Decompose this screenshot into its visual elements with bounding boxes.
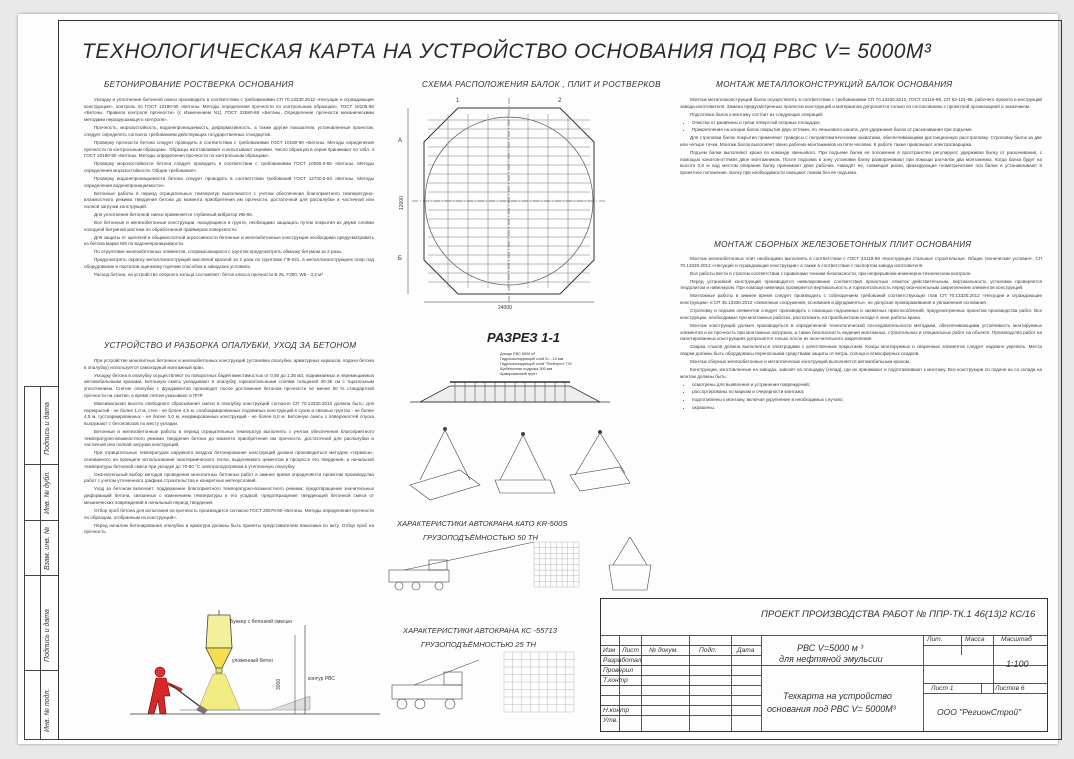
paragraph: Проверку прочности бетона следует проводить в соответствии с требованиями ГОСТ 10180-90 «Бетоны. Методы определения прочности по контрольным образцам». Образцы изготавливают и испытывают сериями. Число образцов в серии принимают по табл. 4 ГОСТ 10180-90 «Бетоны. Методы определения прочности по контрольным образцам».	[84, 139, 374, 159]
col-list: Лист	[622, 647, 639, 654]
label-tank: контур РВС	[308, 676, 335, 682]
label-laid: уложенный бетон	[232, 658, 273, 664]
panel-lift-drawing	[605, 535, 655, 595]
paragraph: Укладку бетона в опалубку осуществляют по поворотных бадей вместимостью от 0,50 до 1,35 м3, поднимаемых и перемещаемых автомобильными кранами. Бетонную смесь укладывают в опалубку горизонтальными слоями толщиной 30-35 см с тщательным уплотнением. Снятие опалубки с фундаментов производят после достижения бетоном прочности не менее 50 % стандартной прочности на сжатие, а время снятия указывают в ППР.	[84, 372, 374, 398]
concrete-flow-icon	[180, 674, 310, 710]
strip-label: Инв. № подл.	[44, 688, 51, 732]
plan-dim-width: 24000	[498, 305, 512, 311]
paragraph: Прочность, морозостойкость, водонепроницаемость, деформативность, а также другие показатели, установленные проектом, следует определять согласно требованиям действующих государственных стандартов.	[84, 125, 374, 137]
crane1-drawing	[384, 540, 584, 600]
axis-2: 2	[558, 98, 562, 104]
mass-label: Масса	[965, 636, 985, 643]
title-block	[600, 598, 1048, 732]
paragraph: Все бетонные и железобетонные конструкции, находящиеся в грунте, необходимо защищать путем покрытия их двумя слоями холодной битумной мастики по обработанной праймером поверхности.	[84, 220, 374, 232]
row-approved: Утв.	[603, 717, 618, 724]
list-item: • Очистки от ржавчины и грязи отверстий опорных площадок;	[692, 120, 1042, 127]
crane1-capacity: ГРУЗОПОДЪЁМНОСТЬЮ 50 ТН	[423, 533, 538, 542]
list-item: • осмотрены для выявления и устранения повреждений;	[692, 382, 1042, 389]
doc-line2: основания под РВС V= 5000М³	[767, 704, 896, 714]
section-note: Днище РВС 5000 м³	[500, 352, 536, 356]
paragraph: Для защиты от щелочей и общекислотной агрессивности бетонные и железобетонные конструкции необходимо предусматривать из бетона марки W6 по водонепроницаемости.	[84, 234, 374, 247]
paragraph: Расход бетона, на устройство опорного кольца составляет: бетон класса прочности В 25, F200, W6 - 3,2 м³	[94, 272, 323, 278]
section-note: Щебеночная подушка 300 мм	[500, 367, 553, 371]
row-checked: Проверил	[603, 667, 634, 674]
paragraph: Максимальная высота свободного сбрасывания смеси в опалубку конструкций согласно СП 70.13330.2012 должна быть: для перекрытий - не более 1,0 м, стен - не более 4,5 м, слабоармированных подземных конструкций в сухих и связных грунтах - не более 4,5 м, густоармированных - не более 3,0 м, неармированных конструкций - не более 6,0 м. Бетонную смесь с поверхностей спуска выгружают с бетоновозов по месту укладки.	[84, 400, 374, 426]
paragraph: Отбор проб бетона для испытания на прочность производится согласно ГОСТ 28570-90 «Бетоны. Методы определения прочности по образцам, отобранным из конструкций».	[84, 507, 374, 520]
paragraph: Перед установкой конструкций производится нивелирование соответствия проектных отметок действительным, вертикальность установки проверяется теодолитом и нивелиром. При помощи нивелира проверяется вертикальность и горизонтальность перед окончательным закреплением элементов конструкций.	[680, 278, 1042, 291]
paragraph: Строповку и подъем элементов следует производить с помощью подъемных и захватных приспособлений, предусмотренных проектом производства работ. Все конструкции, необходимые при монтажных работах, расположить на приобъектном складе в зоне работы крана.	[680, 308, 1042, 320]
paragraph: При устройстве монолитных бетонных и железобетонных конструкций (установка опалубки, арматурных каркасов, подача бетона в опалубку) используется самоходный монтажный кран.	[84, 358, 374, 370]
axis-1: 1	[456, 98, 460, 104]
section-note: Гидроизолирующий слой δ=...10 мм	[500, 357, 564, 361]
worker-icon	[148, 667, 208, 714]
paragraph: По отрунтовке железобетонных элементов, соприкасающихся с грунтом предусмотреть обмазку битумом за 2 раза.	[94, 249, 342, 255]
list-item: • Прикрепления на конции балок покрытия двух оттяжек, по ленькового каната, для удержания балок от раскачивания при подъеме.	[692, 127, 1042, 134]
paragraph: Бетонные и железобетонные работы в период отрицательных температур выполнять с учетом обеспечения благоприятного температурно-влажностного режима твердения бетона до момента приобретения им прочности, достаточной для распалубки и частичной или полной загрузки конструкций.	[84, 428, 374, 448]
section-note: Гидроизолирующий слой "Пенетрон" ПЭ	[500, 362, 572, 366]
scale-label: Масштаб	[1001, 636, 1032, 643]
sheets-total: Листов 6	[995, 685, 1025, 692]
object-line2: для нефтяной эмульсии	[779, 654, 883, 664]
paragraph: Монтаж сборных железобетонных и металлических конструкций выполняется автомобильным краном.	[690, 358, 911, 364]
plan-dim-height: 12000	[399, 196, 405, 210]
paragraph: Сварка стыков должна выполняться электродами с качественным покрытием. Концы монтируемых и сваренные элементов следует надежно укрепить. Места сварки должны быть оборудованы переносными средствами защиты от ветра, солнца и атмосферных осадков.	[680, 344, 1042, 356]
bucket-icon	[206, 610, 232, 673]
row-developer: Разработал	[603, 657, 642, 664]
lifting-schemes	[405, 425, 635, 510]
concreting-text	[84, 97, 374, 341]
strip-label: Взам. инв. №	[44, 526, 51, 570]
paragraph: Уход за бетоном включает: поддержание благоприятного температурно-влажностного режима; предотвращение значительных деформаций бетона, связанных с изменением температуры и его усадкой; предотвращение твердеющей бетонной смеси от механических повреждений в начальный период твердения.	[84, 486, 374, 505]
object-line1: РВС V=5000 м ³	[797, 643, 864, 653]
list-item: • рассортированы по маркам и очередности монтажа;	[692, 389, 1042, 396]
margin-strip-outer	[24, 386, 40, 740]
formwork-text	[84, 358, 374, 608]
paragraph: Монтаж конструкций должен производиться в определенной технологической последовательности методами, обеспечивающими устойчивость монтируемых элементов и их прочность при монтажных нагрузках, а также безопасность ведения монтажных, строительных и специальных работ на объекте. Производство работ на смонтированных конструкциях допускается только после их окончательного закрепления.	[680, 322, 1042, 342]
crane1-title: ХАРАКТЕРИСТИКИ АВТОКРАНА КАТО KR-500S	[397, 519, 568, 528]
steel-text	[680, 97, 1042, 229]
paragraph: Монтажные работы в зимнее время следует производить с соблюдением требований соответствующих глав СП 70.13330.2012 «Несущие и ограждающие конструкции» и СП 45.13330.2012 «Земляные сооружения, основания и фундаменты», не допуская промораживания и увлажнения основания.	[680, 293, 1042, 306]
strip-label: Подпись и дата	[44, 402, 51, 455]
paragraph: Для уплотнения бетонной смеси применяется глубинный вибратор ИВ-66.	[94, 212, 254, 218]
col-date: Дата	[737, 647, 755, 654]
section-heading-scheme: СХЕМА РАСПОЛОЖЕНИЯ БАЛОК , ПЛИТ И РОСТВЕРКОВ	[422, 80, 661, 89]
doc-line1: Техкарта на устройство	[783, 691, 892, 701]
concreting-illustration	[120, 610, 390, 730]
paragraph: При отрицательных температурах наружного воздуха бетонирование конструкций должно производиться методом «термоса», основанного на принципе использования экзотермического тепла, выделяемого цементом в процессе его твердения, и начальной температуры бетонной смеси при укладке до 70-80 °С электроподогревом в утепленную опалубку.	[84, 450, 374, 469]
paragraph: Подготовка балок к монтажу состоит из следующих операций:	[690, 111, 824, 117]
strip-label: Подпись и дата	[44, 609, 51, 662]
row-tcontrol: Т.контр	[603, 677, 628, 684]
section-note: Армированный грунт	[500, 372, 537, 376]
crane2-drawing	[384, 650, 594, 725]
foundation-plan-diagram	[398, 90, 620, 310]
row-ncontrol: Н.контр	[603, 707, 630, 714]
section-heading-concreting: БЕТОНИРОВАНИЕ РОСТВЕРКА ОСНОВАНИЯ	[104, 80, 294, 89]
paragraph: Конструкции, изготовленные на заводах, завозят на площадку (склад), где их принимают и подготавливают к монтажу. Все конструкции по подаче их со склада на монтаж должны быть:	[680, 366, 1042, 379]
paragraph: Перед началом бетонирования опалубка и арматура должны быть приняты представителем Заказчика по акту. Отбор проб на прочность.	[84, 522, 374, 535]
col-izm: Изм	[603, 647, 616, 654]
paragraph: Монтаж металлоконструкций балок осуществлять в соответствии с требованиями СП 70.13330.2012, ГОСТ 23118-99, СП 53-101-98, рабочего проекта и инструкций завода-изготовителя. Замена предусмотренных проектом конструкций и материалов допускается только по согласованию с проектной организацией и заказчиком.	[680, 97, 1042, 109]
company-name: ООО "РегионСтрой"	[937, 707, 1022, 717]
lit-label: Лит.	[927, 636, 943, 643]
label-bucket: Бункер с бетонной смесью	[230, 619, 293, 625]
paragraph: Проверку морозостойкости бетона следует проводить в соответствии с требованиями ГОСТ 10060.0-95 «Бетоны. Методы определения морозостойкости. Общие требования».	[84, 161, 374, 173]
crane2-capacity: ГРУЗОПОДЪЁМНОСТЬЮ 25 ТН	[421, 640, 536, 649]
col-sign: Подп.	[699, 647, 717, 654]
strip-label: Инв. № дубл.	[44, 470, 51, 514]
axis-a: А	[398, 138, 403, 144]
paragraph: Окончательный выбор методов проведения монолитных бетонных работ в зимнее время определяется проектом производства работ с учетом уточненного графика строительства и конкретных метеоусловий.	[84, 471, 374, 484]
paragraph: Проверку водонепроницаемости бетона следует проводить в соответствии требований ГОСТ 12730.5-84 «Бетоны. Методы определения водонепроницаемости».	[84, 175, 374, 188]
section-heading-steel: МОНТАЖ МЕТАЛЛОКОНСТРУКЦИЙ БАЛОК ОСНОВАНИЯ	[716, 80, 953, 89]
axis-b: Б	[398, 256, 402, 262]
list-item: • окрашены.	[692, 405, 1042, 412]
section-heading-formwork: УСТРОЙСТВО И РАЗБОРКА ОПАЛУБКИ, УХОД ЗА БЕТОНОМ	[104, 341, 357, 350]
slabs-text	[680, 256, 1042, 516]
project-code: ПРОЕКТ ПРОИЗВОДСТВА РАБОТ № ППР-ТК.1 46(13)2 КС/16	[761, 609, 1036, 620]
section-drawing	[410, 372, 610, 420]
paragraph: Предусмотреть окраску металлоконструкций масляной краской за 2 раза по грунтовке ГФ-021, в металлоконструкциях опор под оборудование и порталов оцинковку горячим способом в заводских условиях.	[84, 257, 374, 270]
sheet-number: Лист 1	[931, 685, 954, 692]
crane2-title: ХАРАКТЕРИСТИКИ АВТОКРАНА КС -55713	[403, 626, 557, 635]
paragraph: Монтаж железобетонных плит необходимо выполнять в соответствии с ГОСТ 23118-99 «Конструкции стальные строительные. Общие технические условия», СП 70.13330.2012 «Несущие и ограждающие конструкции» а также в соответствии с паспортом завода изготовителя.	[680, 256, 1042, 268]
list-item: • подготовлены к монтажу, включая укрупнение в необходимых случаях;	[692, 397, 1042, 404]
paragraph: Укладку и уплотнение бетонной смеси производить в соответствии с требованиями СП 70.13330.2012 «Несущие и ограждающие конструкции», контроль по ГОСТ 10180-90 «Бетоны. Методы определения прочности по контрольным образцам», ГОСТ 18105-86 «Бетоны. Правила контроля прочности» (с Изменением N1), ГОСТ 22690-88 «Бетоны. Определение прочности механическими методами неразрушающего контроля».	[84, 97, 374, 123]
paragraph: Для строповки балок покрытия применяют траверсы с полуавтоматическими захватами, обеспечивающими дистанционную расстроповку. Строповку балок за две или четыре точки. Монтаж балок выполняет звено рабочих-монтажников из пяти человек. К работе также привлекают электросварщика.	[680, 135, 1042, 147]
paragraph: Бетонные работы в период отрицательных температур выполняются с учетом обеспечения благоприятного температурно-влажностного режима твердения бетона до момента приобретения им прочности, достаточной для распалубки и частичной или полной загрузки конструкций.	[84, 190, 374, 210]
section-heading-slabs: МОНТАЖ СБОРНЫХ ЖЕЛЕЗОБЕТОННЫХ ПЛИТ ОСНОВАНИЯ	[714, 240, 972, 249]
label-dim: 3000	[276, 678, 282, 690]
hook-icon	[443, 427, 602, 436]
section-title: РАЗРЕЗ 1-1	[487, 330, 561, 345]
page-title: ТЕХНОЛОГИЧЕСКАЯ КАРТА НА УСТРОЙСТВО ОСНОВАНИЯ ПОД РВС V= 5000М³	[82, 40, 932, 63]
col-doc: № докум.	[649, 647, 679, 654]
paragraph: Подъем балки выполняют крана по команде звеньевого. При подъеме балки ее положение в пространстве регулируют, удерживая балку от раскачивания, с помощью канатов-оттяжек двое монтажников. После подъема в зону установки балку разворачивают при помощи расчалок два монтажника. Когда балка будет на высоте 0,6 м над местом опирания балку принимают двое рабочих. Наводят ее, совмещая риски, фиксирующие геометрические оси балки и устанавливают в проектное положение. Балку при необходимости смещают ломом без ее подъема.	[680, 149, 1042, 175]
scale-value: 1:100	[1006, 659, 1029, 669]
paragraph: Все работы вести в строгом соответствии с правилами техники безопасности, при непрерывном инженерно-техническом контроле.	[690, 270, 972, 276]
